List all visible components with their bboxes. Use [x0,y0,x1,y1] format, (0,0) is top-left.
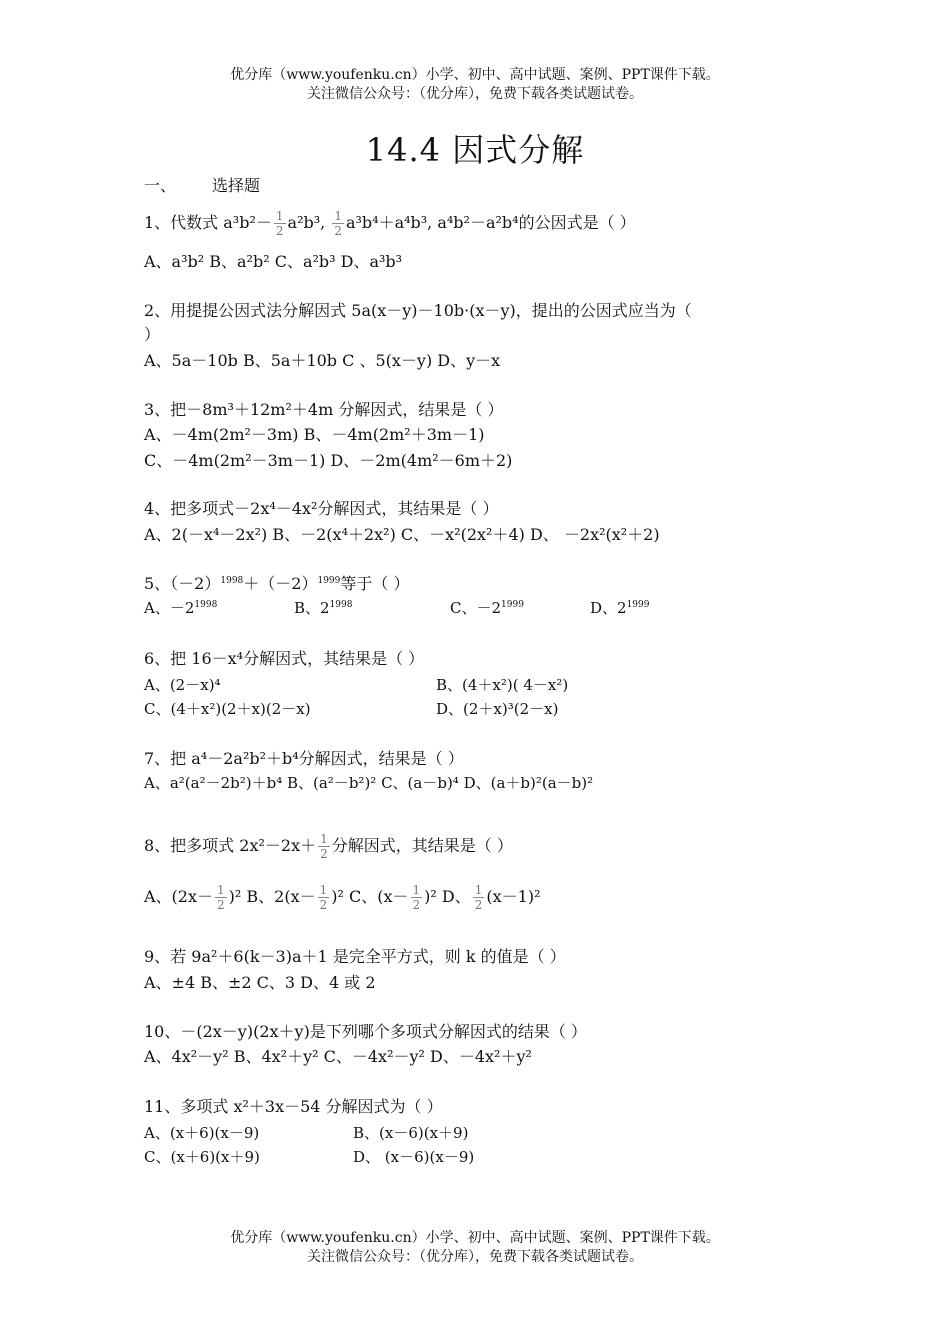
q8-option-a-text: A、(2x－ [144,887,214,906]
q11-option-a: A、(x＋6)(x－9) [144,1124,260,1142]
fraction-numerator: 1 [320,832,328,846]
q4-stem: 4、把多项式－2x⁴－4x²分解因式，其结果是（ ） [144,499,499,518]
q5-option-d [590,597,649,619]
q9-stem: 9、若 9a²＋6(k－3)a＋1 是完全平方式，则 k 的值是（ ） [144,947,566,966]
q9-options: A、±4 B、±2 C、3 D、4 或 2 [144,973,376,992]
exponent-1998: 1998 [194,600,218,610]
q6-stem: 6、把 16－x⁴分解因式，其结果是（ ） [144,649,425,668]
q5-option-a-text: A、－2 [144,599,195,617]
fraction-one-half [332,209,344,238]
fraction-denominator: 2 [320,847,328,861]
q5-option-b [294,597,352,619]
q6-option-a: A、(2－x)⁴ [144,676,221,694]
exponent-1998: 1998 [220,576,244,586]
q10-options: A、4x²－y² B、4x²＋y² C、－4x²－y² D、－4x²＋y² [144,1047,532,1066]
section-number: 一、 [144,176,177,195]
q11-option-c: C、(x＋6)(x＋9) [144,1148,260,1166]
q2-options: A、5a－10b B、5a＋10b C 、5(x－y) D、y－x [144,351,501,370]
q3-options-2: C、－4m(2m²－3m－1) D、－2m(4m²－6m＋2) [144,451,513,470]
fraction-one-half [473,883,485,912]
header-line-1: 优分库（www.youfenku.cn）小学、初中、高中试题、案例、PPT课件下载。 [230,67,720,83]
q1-stem-part3: a³b⁴＋a⁴b³, a⁴b²－a²b⁴的公因式是（ ） [345,213,636,232]
fraction-denominator: 2 [412,898,421,912]
q8-option-d-text: )² D、 [424,887,471,906]
q6-option-c: C、(4＋x²)(2＋x)(2－x) [144,700,311,718]
fraction-numerator: 1 [474,883,483,897]
fraction-numerator: 1 [217,883,225,897]
fraction-denominator: 2 [319,898,328,912]
fraction-numerator: 1 [412,883,421,897]
footer-line-2: 关注微信公众号：（优分库），免费下载各类试题试卷。 [307,1249,643,1265]
section-heading [144,175,260,197]
fraction-one-half [274,209,286,238]
fraction-numerator: 1 [275,209,284,223]
q1-stem-part1: 1、代数式 a³b²－ [144,213,272,232]
fraction-numerator: 1 [334,209,342,223]
q3-stem: 3、把－8m³＋12m²＋4m 分解因式，结果是（ ） [144,400,504,419]
q5-option-d-text: D、2 [590,599,627,617]
fraction-one-half [215,883,227,912]
q7-stem: 7、把 a⁴－2a²b²＋b⁴分解因式，结果是（ ） [144,749,464,768]
section-name: 选择题 [212,176,261,195]
q1-stem-part2: a²b³, [287,213,331,232]
page-title: 14.4 因式分解 [365,131,585,169]
q7-options: A、a²(a²－2b²)＋b⁴ B、(a²－b²)² C、(a－b)⁴ D、(a＋b)²(a－b)² [144,774,594,792]
q5-option-c [450,597,524,619]
exponent-1999: 1999 [501,600,524,610]
q5-stem [144,573,409,595]
q10-stem: 10、－(2x－y)(2x＋y)是下列哪个多项式分解因式的结果（ ） [144,1022,587,1041]
q6-option-d: D、(2＋x)³(2－x) [436,700,559,718]
exponent-1999: 1999 [317,576,341,586]
q5-option-a [144,597,217,619]
exponent-1998: 1998 [329,600,353,610]
q6-option-b: B、(4＋x²)( 4－x²) [436,676,569,694]
q5-stem-part3: 等于（ ） [340,574,410,593]
exponent-1999: 1999 [626,600,650,610]
q3-options-1: A、－4m(2m²－3m) B、－4m(2m²＋3m－1) [144,425,485,444]
q8-option-d-tail: (x－1)² [486,887,541,906]
fraction-denominator: 2 [275,224,284,238]
q11-option-d: D、 (x－6)(x－9) [353,1148,475,1166]
q2-stem-cont: ） [144,325,161,344]
fraction-one-half [318,883,330,912]
q11-stem: 11、多项式 x²＋3x－54 分解因式为（ ） [144,1097,443,1116]
fraction-denominator: 2 [474,898,483,912]
q8-option-b-text: )² B、2(x－ [228,887,316,906]
q8-stem-part1: 8、把多项式 2x²－2x＋ [144,836,317,855]
q8-options [144,883,540,912]
q8-stem-part2: 分解因式，其结果是（ ） [331,836,513,855]
header-line-2: 关注微信公众号：（优分库），免费下载各类试题试卷。 [307,86,643,102]
q8-option-c-text: )² C、(x－ [331,887,409,906]
q5-stem-part2: ＋（－2） [243,574,318,593]
page-footer [0,1229,950,1267]
fraction-one-half [411,883,423,912]
q5-option-c-text: C、－2 [450,599,502,617]
q4-options: A、2(－x⁴－2x²) B、－2(x⁴＋2x²) C、－x²(2x²＋4) D、 －2x²(x²＋2) [144,525,660,544]
fraction-one-half [318,832,330,861]
fraction-numerator: 1 [319,883,328,897]
question-8 [144,832,513,861]
q2-stem: 2、用提提公因式法分解因式 5a(x－y)－10b·(x－y)，提出的公因式应当为（ [144,301,692,320]
q5-stem-part1: 5、（－2） [144,574,221,593]
q1-options: A、a³b² B、a²b² C、a²b³ D、a³b³ [144,252,403,271]
fraction-denominator: 2 [217,898,225,912]
question-1 [144,209,636,238]
q5-option-b-text: B、2 [294,599,330,617]
footer-line-1: 优分库（www.youfenku.cn）小学、初中、高中试题、案例、PPT课件下载。 [230,1230,720,1246]
fraction-denominator: 2 [334,224,342,238]
q11-option-b: B、(x－6)(x＋9) [353,1124,469,1142]
page-header [0,66,950,104]
